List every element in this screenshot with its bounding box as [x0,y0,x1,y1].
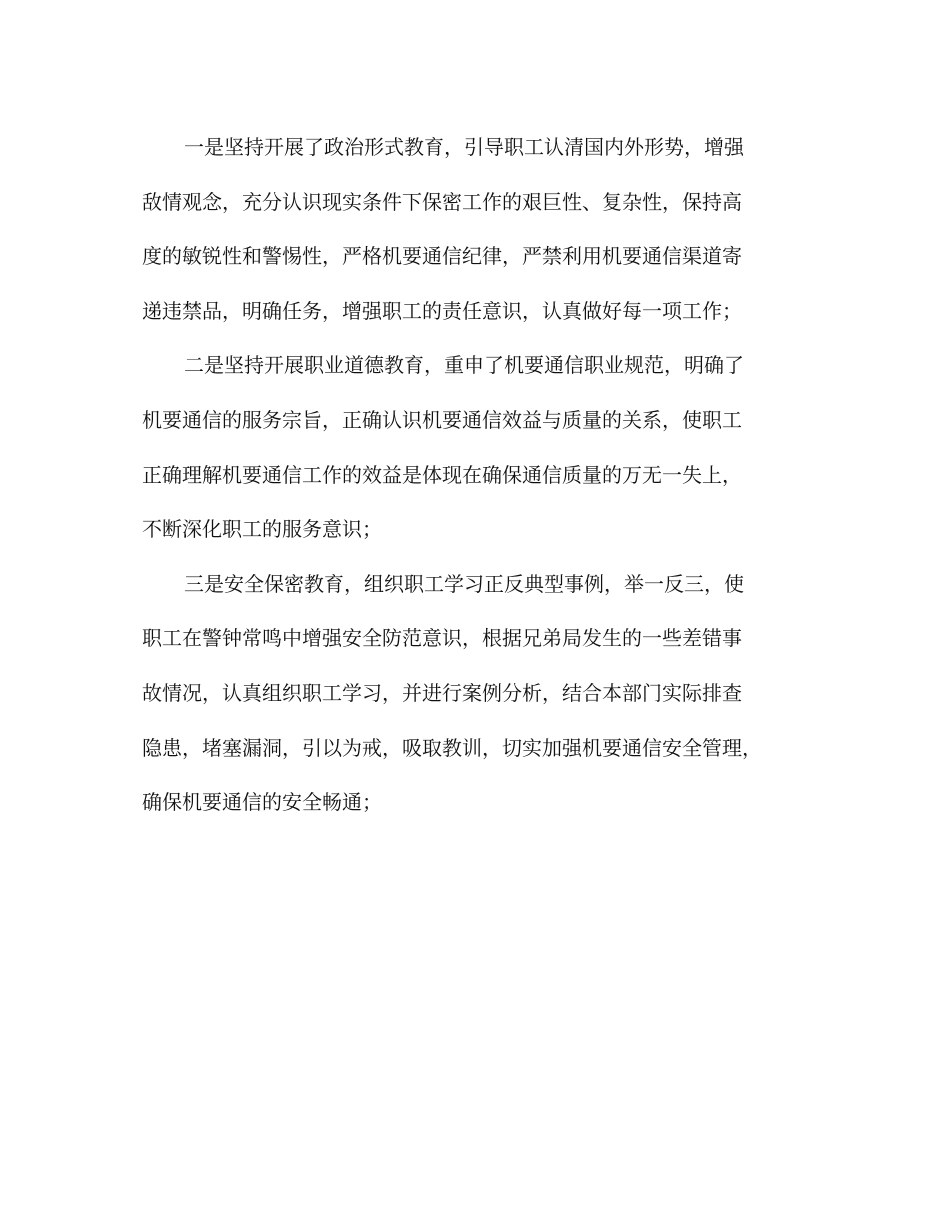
paragraph-line: 确保机要通信的安全畅通； [142,790,382,815]
paragraph-line: 正确理解机要通信工作的效益是体现在确保通信质量的万无一失上， [142,462,742,487]
paragraph-line: 隐患，堵塞漏洞，引以为戒，吸取教训，切实加强机要通信安全管理， [142,735,762,760]
paragraph-line: 一是坚持开展了政治形式教育，引导职工认清国内外形势，增强 [184,135,744,159]
paragraph-political-education [142,120,812,338]
paragraph-line: 递违禁品，明确任务，增强职工的责任意识，认真做好每一项工作； [142,298,742,323]
paragraph-line: 三是安全保密教育，组织职工学习正反典型事例，举一反三，使 [184,571,744,596]
paragraph-ethics-education [142,338,812,556]
paragraph-security-education [142,557,812,830]
paragraph-line: 机要通信的服务宗旨，正确认识机要通信效益与质量的关系，使职工 [142,407,742,432]
paragraph-line: 不断深化职工的服务意识； [142,517,382,542]
paragraph-line: 职工在警钟常鸣中增强安全防范意识，根据兄弟局发生的一些差错事 [142,626,742,651]
paragraph-line: 度的敏锐性和警惕性，严格机要通信纪律，严禁利用机要通信渠道寄 [142,244,742,269]
paragraph-line: 敌情观念，充分认识现实条件下保密工作的艰巨性、复杂性，保持高 [142,189,742,214]
paragraph-line: 故情况，认真组织职工学习，并进行案例分析，结合本部门实际排查 [142,680,742,705]
document-body [142,120,812,830]
paragraph-line: 二是坚持开展职业道德教育，重申了机要通信职业规范，明确了 [184,353,744,378]
